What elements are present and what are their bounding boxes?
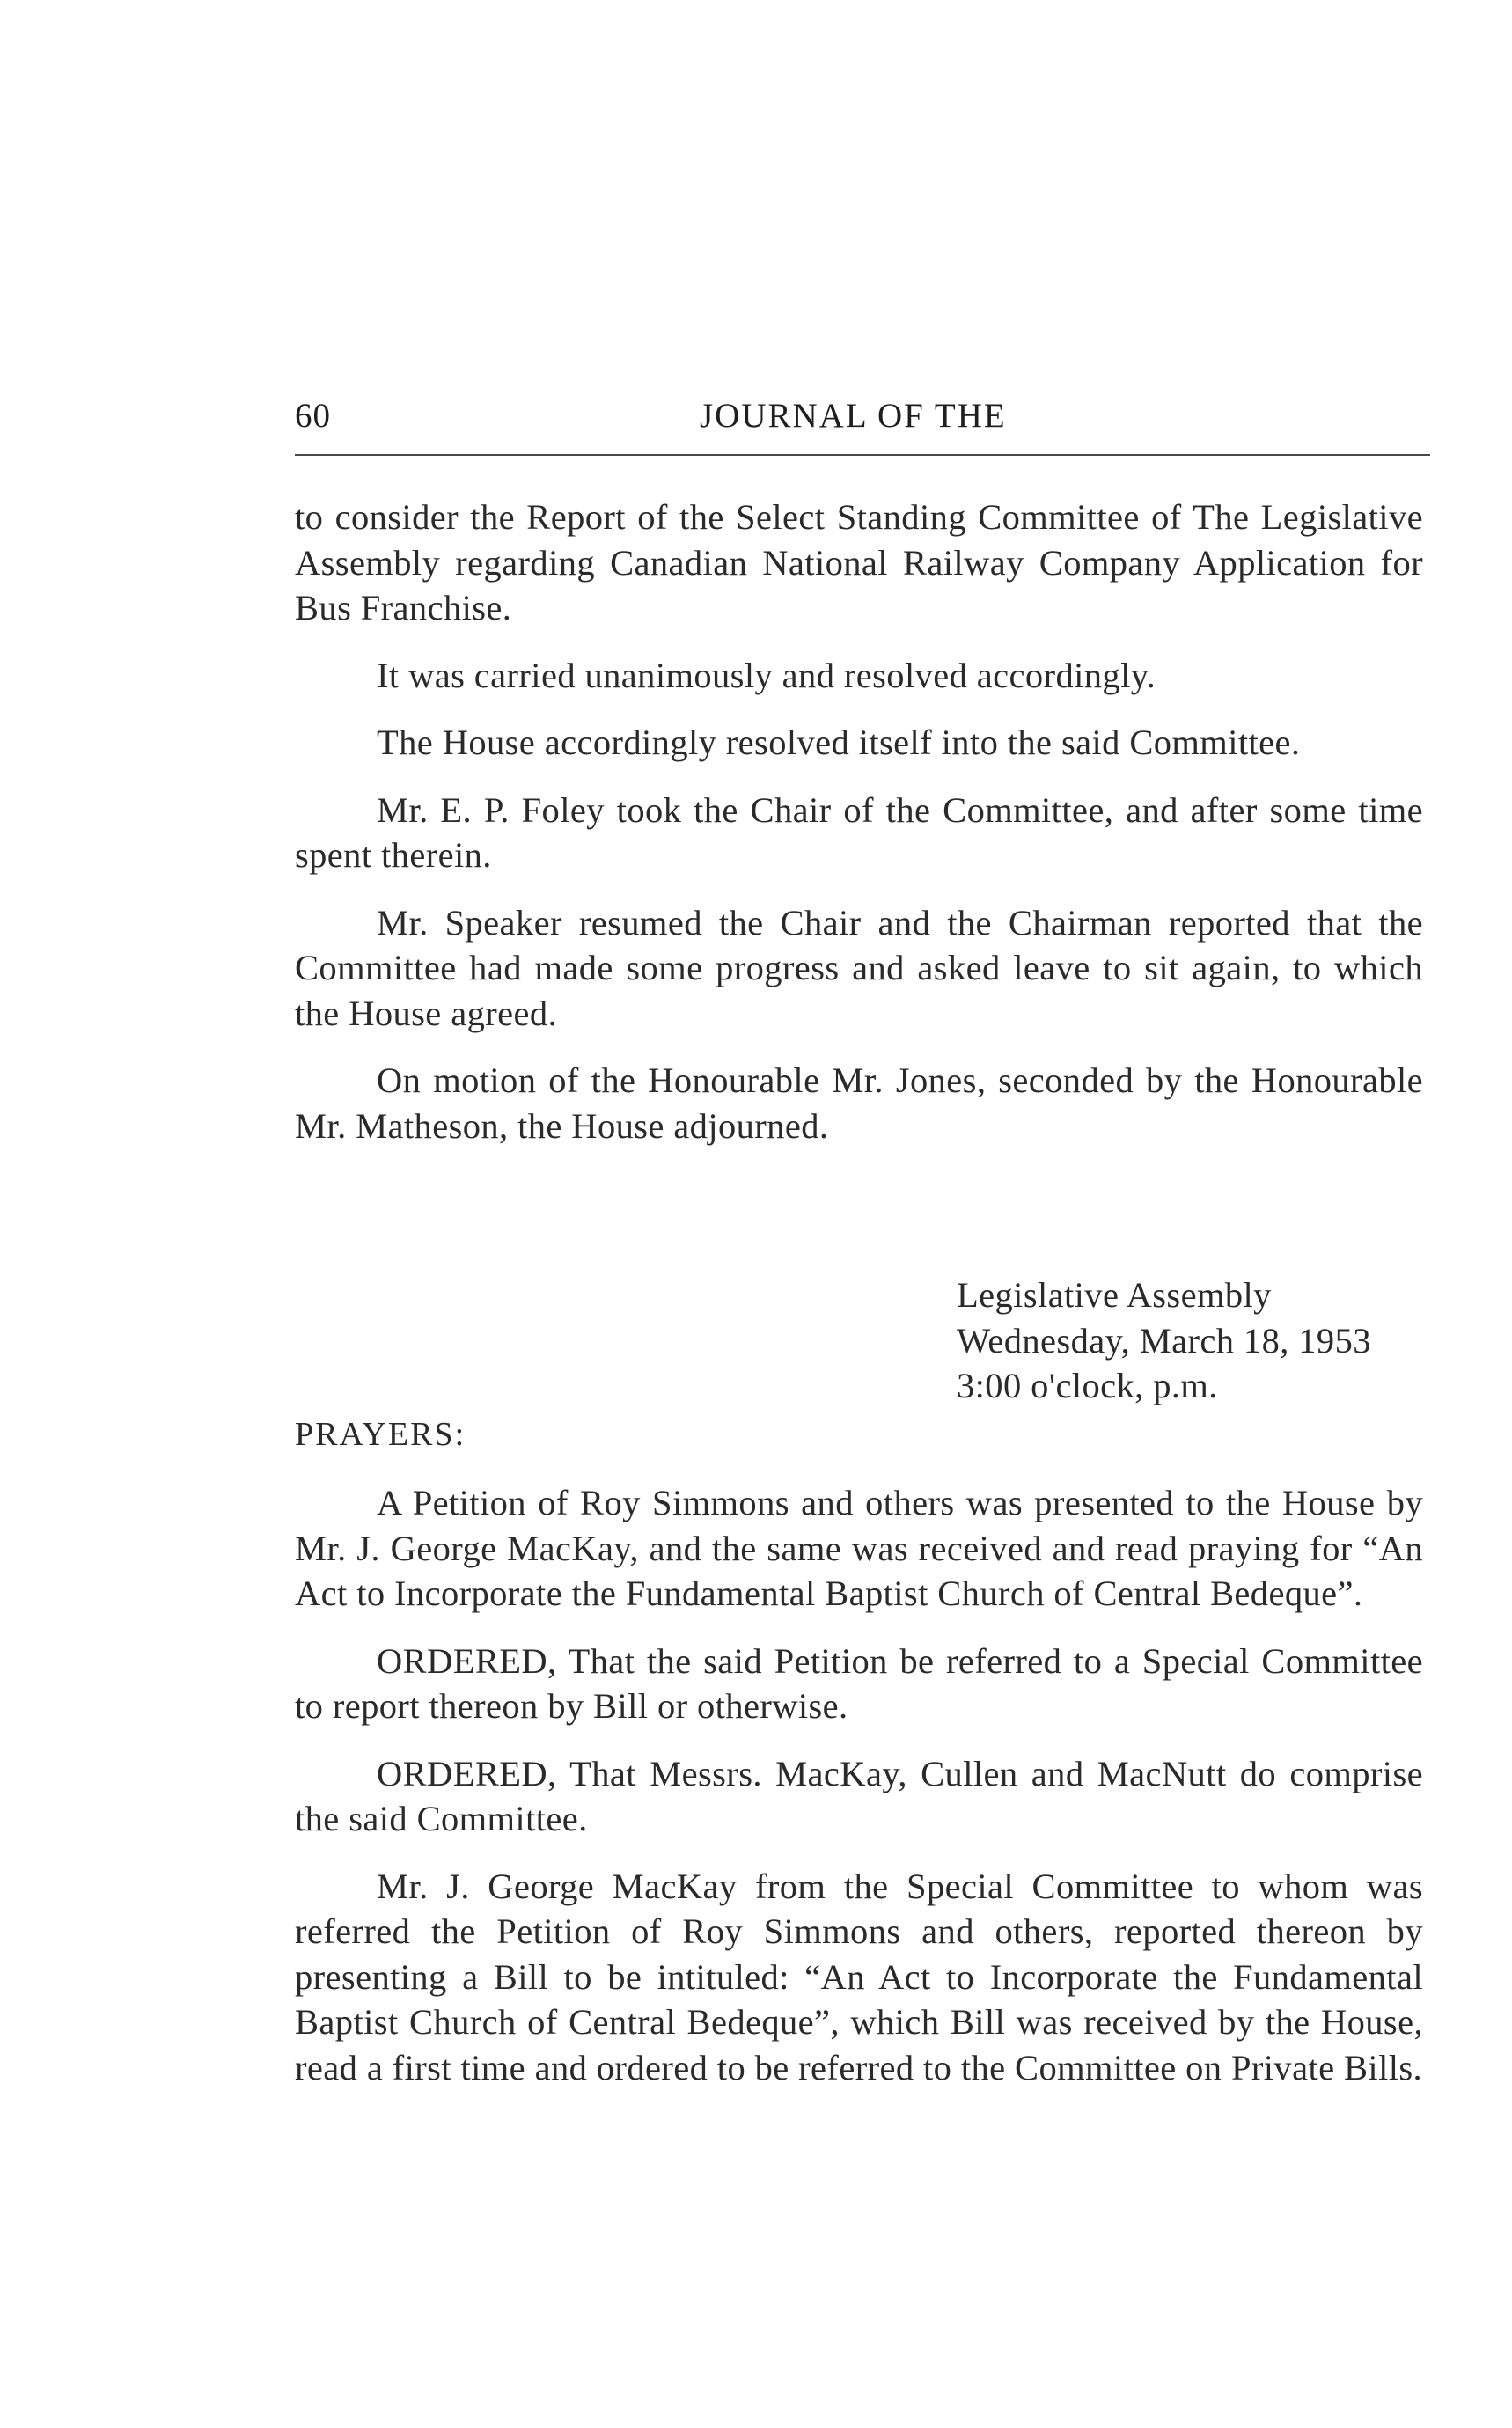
paragraph-petition: A Petition of Roy Simmons and others was presented to the House by Mr. J. George MacKay, and the same was received and read praying for “An Act to Incorporate the Fundamental Baptist Church of Central Bedeque”. <box>295 1483 1423 1613</box>
paragraph-carried: It was carried unanimously and resolved accordingly. <box>377 655 1156 695</box>
paragraph-ordered-committee: ORDERED, That Messrs. MacKay, Cullen and MacNutt do comprise the said Committee. <box>295 1753 1423 1838</box>
dateline-date: Wednesday, March 18, 1953 <box>957 1320 1371 1361</box>
running-head: JOURNAL OF THE <box>700 397 1007 435</box>
page-header <box>295 396 1430 449</box>
page-number: 60 <box>295 397 331 435</box>
paragraph-speaker-resumed: Mr. Speaker resumed the Chair and the Chairman reported that the Committee had made some progress and asked leave to sit again, to which the House agreed. <box>295 902 1423 1033</box>
paragraph-adjourned: On motion of the Honourable Mr. Jones, seconded by the Honourable Mr. Matheson, the House adjourned. <box>295 1060 1423 1146</box>
dateline-assembly: Legislative Assembly <box>957 1275 1272 1315</box>
prayers-label: PRAYERS: <box>295 1416 466 1453</box>
dateline-time: 3:00 o'clock, p.m. <box>957 1366 1218 1405</box>
paragraph-ordered-referred: ORDERED, That the said Petition be referred to a Special Committee to report thereon by Bill or otherwise. <box>295 1640 1423 1726</box>
paragraph-bill-report: Mr. J. George MacKay from the Special Committee to whom was referred the Petition of Roy Simmons and others, reported thereon by presenting a Bill to be intituled: “An Act to Incorporate the Fundamental Baptist Church of Central Bedeque”, which Bill was received by the House, read a first time and ordered to be referred to the Committee on Private Bills. <box>295 1866 1423 2087</box>
body-text-bottom <box>295 1480 1423 2112</box>
header-rule <box>295 454 1430 456</box>
sitting-dateline <box>957 1273 1371 1409</box>
body-text-top <box>295 495 1423 1170</box>
paragraph-continuation: to consider the Report of the Select Standing Committee of The Legislative Assembly regarding Canadian National Railway Company Application for Bus Franchise. <box>295 497 1423 627</box>
paragraph-foley-chair: Mr. E. P. Foley took the Chair of the Committee, and after some time spent therein. <box>295 789 1423 875</box>
paragraph-resolved-committee: The House accordingly resolved itself into the said Committee. <box>377 723 1301 762</box>
